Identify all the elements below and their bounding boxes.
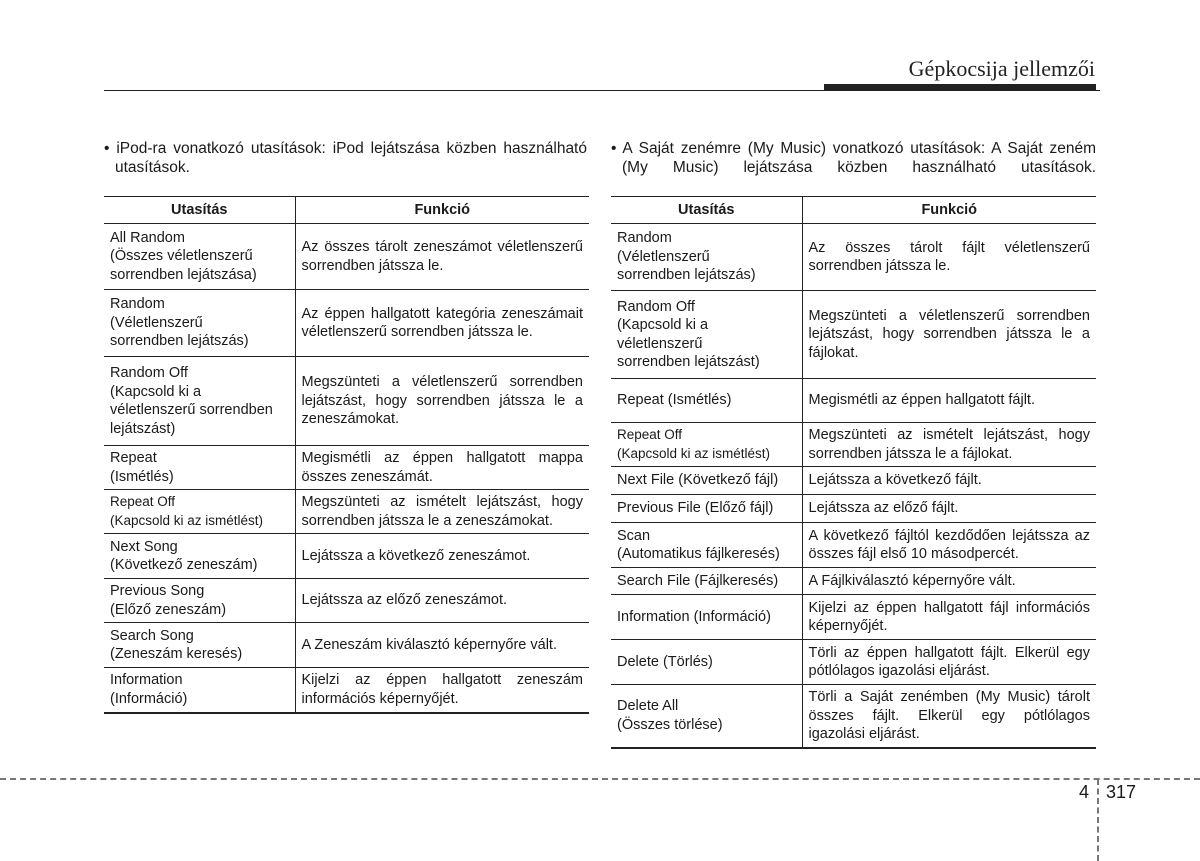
command-cell: Previous Song (Előző zeneszám) xyxy=(104,579,295,623)
table-row xyxy=(611,523,1096,568)
table-row xyxy=(611,640,1096,685)
page-number: 317 xyxy=(1106,782,1137,802)
table-row xyxy=(611,423,1096,467)
function-cell: A Zeneszám kiválasztó képernyőre vált. xyxy=(295,623,589,668)
table-row xyxy=(611,495,1096,523)
function-cell: Kijelzi az éppen hallgatott zeneszám információs képernyőjét. xyxy=(295,668,589,713)
table-row xyxy=(104,534,589,579)
table-row xyxy=(104,446,589,490)
header-rule xyxy=(104,90,1100,91)
command-cell: Repeat Off (Kapcsold ki az ismétlést) xyxy=(104,490,295,534)
column-header-function: Funkció xyxy=(802,197,1096,224)
table-row xyxy=(104,490,589,534)
table-row xyxy=(104,668,589,713)
function-cell: Az összes tárolt fájlt véletlenszerű sorrendben játssza le. xyxy=(802,224,1096,291)
table-row xyxy=(104,623,589,668)
function-cell: Megismétli az éppen hallgatott fájlt. xyxy=(802,379,1096,423)
command-cell: Random Off (Kapcsold ki a véletlenszerű sorrendben lejátszást) xyxy=(104,357,295,446)
table-row xyxy=(104,290,589,357)
function-cell: A következő fájltól kezdődően lejátssza az összes fájl első 10 másodpercét. xyxy=(802,523,1096,568)
command-cell: Next Song (Következő zeneszám) xyxy=(104,534,295,579)
function-cell: Megszünteti a véletlenszerű sorrendben lejátszást, hogy sorrendben játssza le a zeneszámokat. xyxy=(295,357,589,446)
command-cell: Information (Információ) xyxy=(611,595,802,640)
function-cell: Megismétli az éppen hallgatott mappa összes zeneszámát. xyxy=(295,446,589,490)
function-cell: Az összes tárolt zeneszámot véletlenszerű sorrendben játssza le. xyxy=(295,224,589,290)
table-row xyxy=(611,595,1096,640)
command-cell: Information (Információ) xyxy=(104,668,295,713)
function-cell: A Fájlkiválasztó képernyőre vált. xyxy=(802,568,1096,595)
table-row xyxy=(104,357,589,446)
function-cell: Megszünteti az ismételt lejátszást, hogy sorrendben játssza le a zeneszámokat. xyxy=(295,490,589,534)
ipod-command-table xyxy=(104,196,589,714)
function-cell: Lejátssza az előző zeneszámot. xyxy=(295,579,589,623)
footer-dashed-rule xyxy=(0,778,1200,780)
table-row xyxy=(611,467,1096,495)
command-cell: Previous File (Előző fájl) xyxy=(611,495,802,523)
function-cell: Megszünteti a véletlenszerű sorrendben lejátszást, hogy sorrendben játssza le a fájlokat. xyxy=(802,291,1096,379)
command-cell: Random Off (Kapcsold ki a véletlenszerű sorrendben lejátszást) xyxy=(611,291,802,379)
column-header-command: Utasítás xyxy=(104,197,295,224)
command-cell: Delete (Törlés) xyxy=(611,640,802,685)
command-cell: Search Song (Zeneszám keresés) xyxy=(104,623,295,668)
table-row xyxy=(104,579,589,623)
function-cell: Lejátssza az előző fájlt. xyxy=(802,495,1096,523)
command-cell: Search File (Fájlkeresés) xyxy=(611,568,802,595)
chapter-number: 4 xyxy=(1079,782,1090,802)
mymusic-intro-text: • A Saját zenémre (My Music) vonatkozó utasítások: A Saját zeném (My Music) lejátszása közben használható utasítások. xyxy=(611,140,1096,176)
ipod-intro-text: • iPod-ra vonatkozó utasítások: iPod lejátszása közben használható utasítások. xyxy=(104,140,587,176)
page-header-title: Gépkocsija jellemzői xyxy=(908,56,1095,81)
footer-dashed-divider xyxy=(1097,779,1099,861)
table-header-row xyxy=(104,197,589,224)
table-row xyxy=(611,685,1096,748)
command-cell: Delete All (Összes törlése) xyxy=(611,685,802,748)
function-cell: Kijelzi az éppen hallgatott fájl információs képernyőjét. xyxy=(802,595,1096,640)
command-cell: All Random (Összes véletlenszerű sorrendben lejátszása) xyxy=(104,224,295,290)
function-cell: Lejátssza a következő fájlt. xyxy=(802,467,1096,495)
command-cell: Random (Véletlenszerű sorrendben lejátszás) xyxy=(611,224,802,291)
table-row xyxy=(611,379,1096,423)
table-row xyxy=(611,224,1096,291)
command-cell: Repeat (Ismétlés) xyxy=(611,379,802,423)
mymusic-command-table xyxy=(611,196,1096,749)
function-cell: Az éppen hallgatott kategória zeneszámait véletlenszerű sorrendben játssza le. xyxy=(295,290,589,357)
command-cell: Random (Véletlenszerű sorrendben lejátszás) xyxy=(104,290,295,357)
column-header-function: Funkció xyxy=(295,197,589,224)
function-cell: Megszünteti az ismételt lejátszást, hogy sorrendben játssza le a fájlokat. xyxy=(802,423,1096,467)
column-header-command: Utasítás xyxy=(611,197,802,224)
header-rule-accent xyxy=(824,84,1096,90)
function-cell: Törli a Saját zenémben (My Music) tárolt összes fájlt. Elkerül egy pótlólagos igazolási eljárást. xyxy=(802,685,1096,748)
command-cell: Scan (Automatikus fájlkeresés) xyxy=(611,523,802,568)
function-cell: Törli az éppen hallgatott fájlt. Elkerül egy pótlólagos igazolási eljárást. xyxy=(802,640,1096,685)
table-row xyxy=(611,568,1096,595)
function-cell: Lejátssza a következő zeneszámot. xyxy=(295,534,589,579)
table-row xyxy=(611,291,1096,379)
table-header-row xyxy=(611,197,1096,224)
table-row xyxy=(104,224,589,290)
command-cell: Next File (Következő fájl) xyxy=(611,467,802,495)
command-cell: Repeat (Ismétlés) xyxy=(104,446,295,490)
command-cell: Repeat Off (Kapcsold ki az ismétlést) xyxy=(611,423,802,467)
